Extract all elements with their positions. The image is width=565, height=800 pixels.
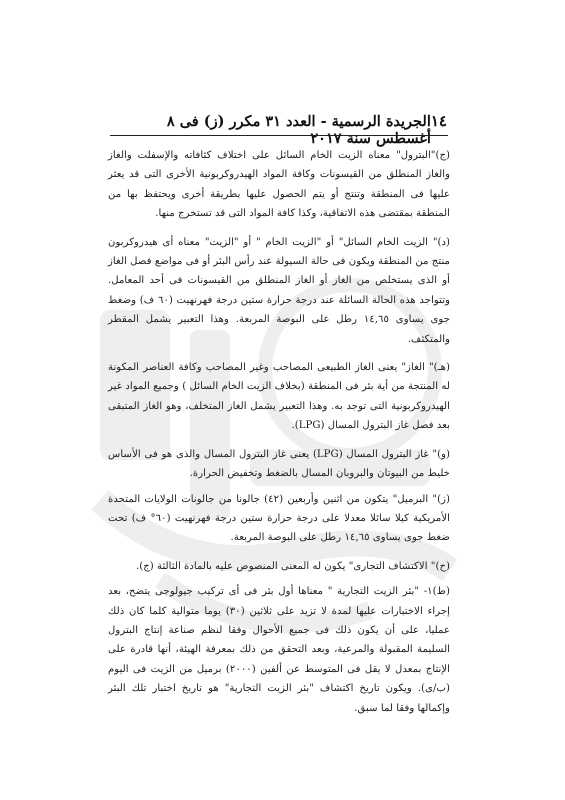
paragraph-gas: (هـ)" الغاز" يعنى الغاز الطبيعى المصاحب وغير المصاحب وكافة العناصر المكونة له المنتجة من أية بئر فى المنطقة (بخلاف الزيت الخام السائل ) وجميع المواد غير الهيدروكربونية التى توجد به. وهذا التعبير يشمل الغاز المتخلف، وهو الغاز المتبقى بعد فصل غاز البترول المسال (LPG).	[108, 362, 450, 432]
page-number: ١٤	[430, 112, 447, 130]
paragraph-barrel: (ز)" البرميل" يتكون من اثنين وأربعين (٤٢) جالونا من جالونات الولايات المتحدة الأمريكية كيلا سائلا معدلا على درجة حرارة ستين درجة فهرنهيت (٦٠° ف) تحت ضغط جوى يساوى ١٤,٦٥ رطل على البوصة المربعة.	[108, 493, 450, 544]
document-body	[108, 146, 450, 727]
paragraph-commercial-oil-well: (ط)١- "بئر الزيت التجارية " معناها أول بئر فى أى تركيب جيولوجى يتضح، بعد إجراء الاختبارات عليها لمدة لا تزيد على ثلاثين (٣٠) يوما متوالية كلما كان ذلك عمليا، على أن يكون ذلك فى جميع الأحوال وفقا لنظم صناعة إنتاج البترول السليمة المقبولة والمرعية، وبعد التحقق من ذلك بمعرفة الهيئة، أنها قادرة على الإنتاج بمعدل لا يقل فى المتوسط عن ألفين (٢٠٠٠) برميل من الزيت فى اليوم (ب/ى). ويكون تاريخ اكتشاف "بئر الزيت التجارية" هو تاريخ اختبار تلك البئر وإكمالها وفقا لما سبق.	[108, 586, 450, 714]
header-title: الجريدة الرسمية - العدد ٣١ مكرر (ز) فى ٨ أغسطس سنة ٢٠١٧	[166, 113, 431, 147]
paragraph-lpg: (و)" غاز البترول المسال (LPG) يعنى غاز البترول المسال والذى هو فى الأساس خليط من البيوتان والبروبان المسال بالضغط وتخفيض الحرارة.	[108, 448, 450, 480]
paragraph-crude-oil: (د)" الزيت الخام السائل" أو "الزيت الخام " أو "الزيت" معناه أى هيدروكربون منتج من المنطقة ويكون فى حالة السيولة عند رأس البئر أو فى مواضع فصل الغاز أو الذى يستخلص من الغاز أو الغاز المنطلق من القيسونات فى أحد المعامل. وتتواجد هذه الحالة السائلة عند درجة حرارة ستين درجة فهرنهيت (٦٠ ف) وضغط جوى يساوى ١٤,٦٥ رطل على البوصة المربعة. وهذا التعبير يشمل المقطر والمتكثف.	[108, 236, 450, 345]
page-header	[114, 112, 447, 147]
paragraph-commercial-discovery: (ح)" الاكتشاف التجارى" يكون له المعنى المنصوص عليه بالمادة الثالثة (ج).	[136, 560, 450, 572]
paragraph-petroleum: (ج)"البترول" معناه الزيت الخام السائل على اختلاف كثافاته والإسفلت والغاز والغاز المنطلق من القيسونات وكافة المواد الهيدروكربونية الأخرى التى قد يعثر عليها فى المنطقة وتنتج أو يتم الحصول عليها بطريقة أخرى ويحتفظ بها من المنطقة بمقتضى هذه الاتفاقية، وكذا كافة المواد التى قد تستخرج منها.	[108, 150, 450, 220]
header-divider	[110, 135, 448, 136]
